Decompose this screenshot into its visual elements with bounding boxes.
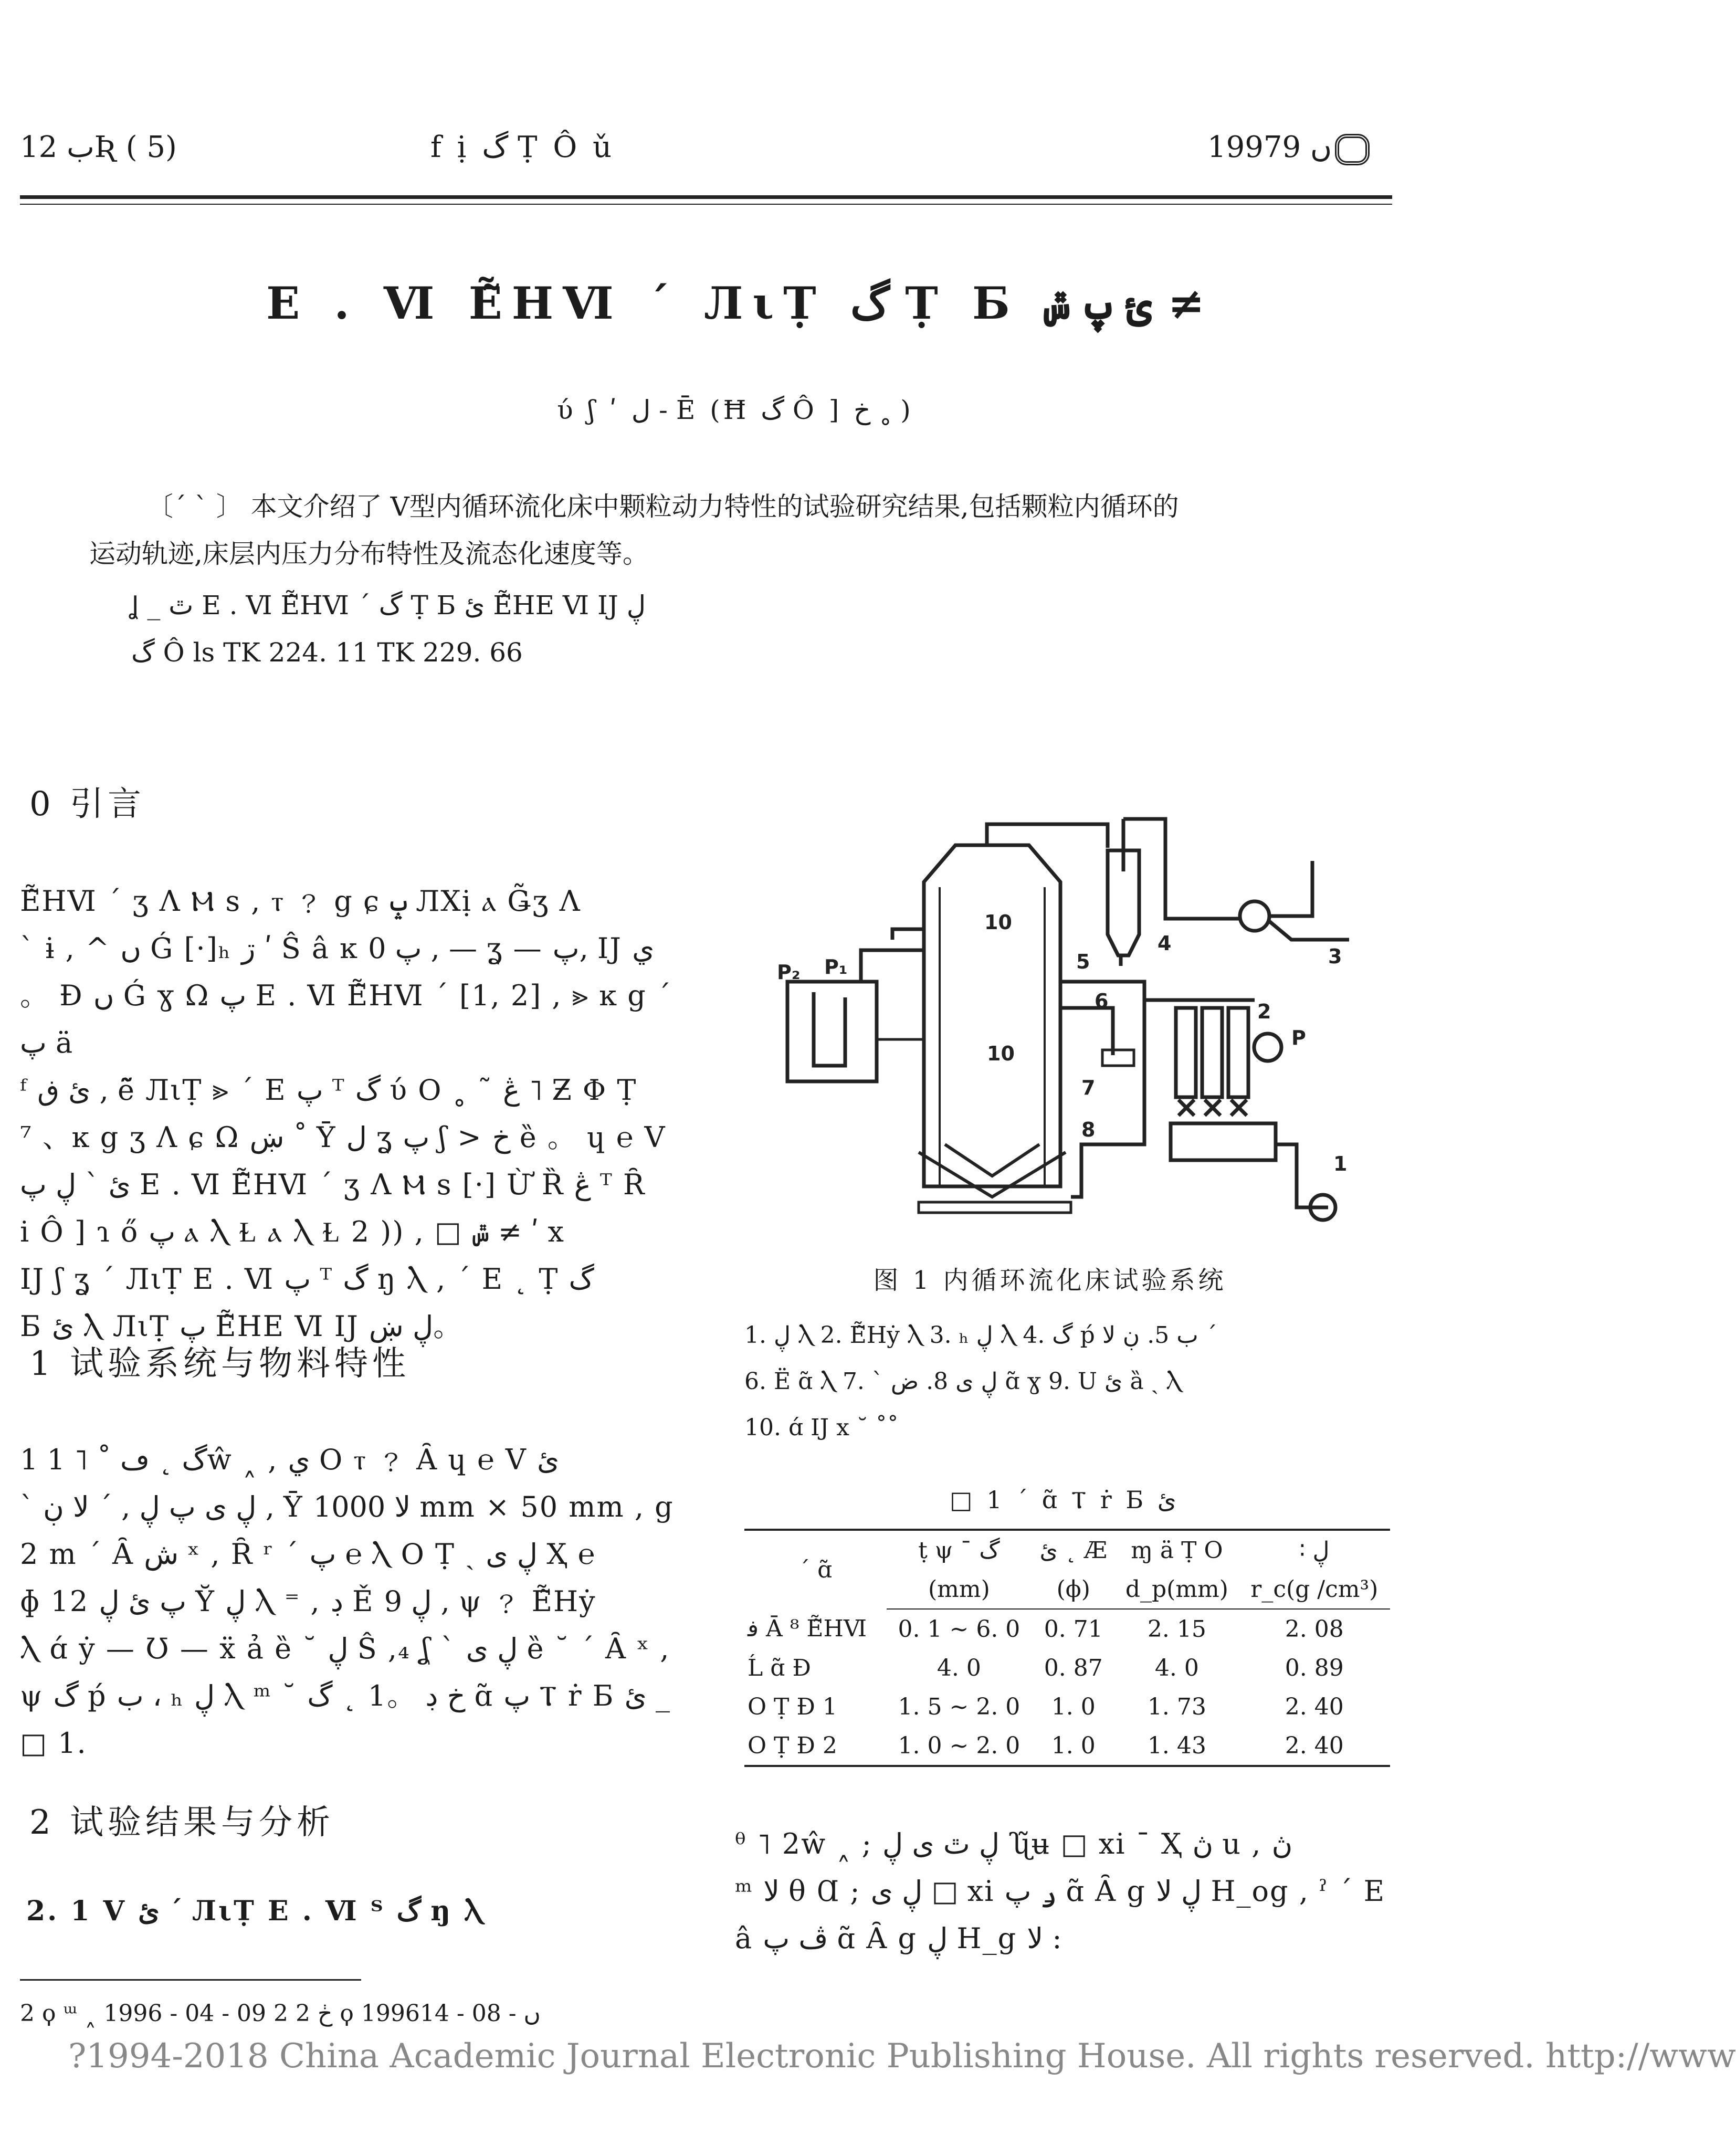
body-line: ᶠ ئ ڧ , ẽ̃ ЛιṬ ⪢ ˊ E پ ᵀ گ ύ O ˳ ˜ ڠ ˥ Ƶ Φ Ṭ bbox=[20, 1074, 637, 1107]
valve bbox=[1231, 1100, 1247, 1116]
section-1-heading: 1 试验系统与物料特性 bbox=[29, 1344, 411, 1383]
table-1 bbox=[744, 1529, 1390, 1767]
label-10-top: 10 bbox=[984, 911, 1012, 934]
air-receiver-pipe bbox=[1276, 1144, 1328, 1207]
body-line: ˋ ɨ , ^ ں Ǵ [·]ₕ ڗ ʹ Ŝ â ĸ پ 0 , — ʓ — پ, IJ ي bbox=[20, 932, 655, 965]
table-header-cell: ˊ ɑ̃ bbox=[744, 1530, 887, 1609]
label-10-mid: 10 bbox=[987, 1042, 1015, 1065]
header-rule-thin bbox=[20, 204, 1392, 205]
label-7: 7 bbox=[1081, 1076, 1096, 1099]
body-line: Ⲗ ɑ́ ẏ — Ʊ — ẍ ả ȅ ˘ ڸ Ŝ ,₄ ʆ ˋ ڸ ى ȅ ˘ ˊ Ȃ ˣ , bbox=[20, 1632, 670, 1665]
section-1-body bbox=[20, 1436, 676, 1767]
footnote-rule bbox=[20, 1979, 361, 1981]
table-cell: 2. 40 bbox=[1285, 1693, 1344, 1720]
rotameter bbox=[1202, 1008, 1222, 1097]
abstract bbox=[89, 483, 1328, 577]
header-date: 1997ں 9 bbox=[1207, 130, 1370, 165]
rotameter bbox=[1176, 1008, 1196, 1097]
fan-exhaust bbox=[1268, 861, 1349, 940]
table-cell: 0. 87 bbox=[1044, 1654, 1103, 1681]
table-header-unit: d_p(mm) bbox=[1115, 1570, 1238, 1609]
table-cell: ﻓ Ā ⁸ Ẽ̃HⅥ bbox=[748, 1615, 867, 1642]
body-line: ɸ 12 پ ئ ڸ Ῠ ڸ Ⲗ ⁼ , ڊ Ě ڸ 9 , ψ ﹖ Ẽ̃Hẏ bbox=[20, 1585, 596, 1618]
air-supply-line bbox=[1060, 1008, 1113, 1055]
table-cell: Ĺ ɑ̃ Ɖ bbox=[748, 1654, 811, 1681]
label-3: 3 bbox=[1328, 945, 1342, 968]
table-cell: 1. 5 ~ 2. 0 bbox=[898, 1693, 1020, 1720]
keywords: Ʝ _ ٿ E . Ⅵ Ẽ̃HⅥ ˊ گ Ṭ Б ئ Ẽ̃HE Ⅵ IJ ڸ bbox=[131, 590, 646, 620]
classification-number: گ Ô ls TK 224. 11 TK 229. 66 bbox=[131, 637, 523, 668]
received-date-footnote: 2 ϙ ᵚ ˰ 1996 - 04 - 09 2 ڂ 2 ϙ 1996ں - 08 - 14 bbox=[20, 2000, 541, 2027]
table-cell: 4. 0 bbox=[937, 1654, 981, 1681]
body-line: 2 m ˊ Ȃ ش ˣ , Ȓ ʳ ˊ پ ℮ Ⲗ O Ṭ ˎ ڸ ى Ҳ ℮ bbox=[20, 1538, 596, 1571]
right-column-body bbox=[735, 1821, 1391, 1962]
table-cell: 1. 43 bbox=[1115, 1726, 1238, 1766]
table-header-unit: (ϕ) bbox=[1032, 1570, 1115, 1609]
figure-1-caption: 图 1 内循环流化床试验系统 bbox=[873, 1266, 1227, 1295]
body-line: Ẽ̃HⅥ ˊ ʒ Ʌ Ⲙ s , ⲧ ﹖ g ɕ ݒ ЛXị ⲁ Ǥ̃ʒ Ʌ bbox=[20, 885, 581, 918]
label-P1: P₁ bbox=[824, 955, 848, 979]
body-line: â ڤ پ ɑ̃ Ȃ g ڸ H_g ﻻ : bbox=[735, 1922, 1062, 1955]
section-2-1-heading: 2. 1 V ئ ˊ ЛιṬ E . Ⅵ ᵀ گ ŋ Ⲗ bbox=[26, 1895, 485, 1927]
pressure-line bbox=[861, 929, 924, 982]
table-cell: O Ṭ Ɖ 2 bbox=[744, 1726, 887, 1766]
legend-line: 10. ɑ́ IJ x ˘ ˚˚ bbox=[744, 1414, 899, 1441]
air-receiver bbox=[1171, 1123, 1276, 1160]
table-row bbox=[744, 1609, 1390, 1648]
author-line: ύ ʃ ʹ ل - Ē (Ħ گ Ô ] خ ˳ ) bbox=[557, 395, 914, 425]
table-header-cell: ɱ ä Ṭ O bbox=[1115, 1530, 1238, 1570]
copyright-watermark: ?1994-2018 China Academic Journal Electronic Publishing House. All rights reserved. http://www bbox=[68, 2037, 1736, 2076]
valve bbox=[1179, 1100, 1194, 1116]
table-cell: 0. 89 bbox=[1285, 1654, 1344, 1681]
body-line: Б ئ Ⲗ ЛιṬ پ Ẽ̃HE Ⅵ IJ ڸ ښ。 bbox=[20, 1310, 463, 1343]
body-line: ⁷ 、ĸ g ʒ Ʌ ɕ Ω ښ ˚ Ῡ ل ʓ پ ʃ > خ ȅ 。 ɥ ℮ V bbox=[20, 1121, 666, 1154]
table-cell: 2. 15 bbox=[1147, 1615, 1206, 1643]
section-0-body bbox=[20, 878, 676, 1350]
table-header-cell: ṭ ψ ˉ گ bbox=[887, 1530, 1032, 1570]
table-cell: 0. 71 bbox=[1044, 1615, 1103, 1643]
paper-title: E . Ⅵ Ẽ̃HⅥ ˊ ЛιṬ گ Ṭ Б ئ پ ݜ ≠ bbox=[266, 277, 1205, 329]
table-cell: 1. 0 bbox=[1051, 1693, 1096, 1720]
table-1-title: □ 1 ˊ ɑ̃ Ⲧ ṙ Б ئ bbox=[950, 1486, 1176, 1514]
table-cell: 1. 0 ~ 2. 0 bbox=[887, 1726, 1032, 1766]
body-line: ˋ ڸ ى پ ڸ , ˊ ﻻ ڹ , Ῡ ﻻ 1000 mm × 50 mm , g bbox=[20, 1490, 674, 1523]
label-8: 8 bbox=[1081, 1118, 1096, 1141]
body-line: ψ گ ṕ ب ، ₕ ڸ Ⲗ ᵐ ˘ خ ڊ 。1 ˛ گ ɑ̃ پ Ⲧ ṙ Б ئ _ bbox=[20, 1679, 670, 1712]
section-0-heading: 0 引言 bbox=[29, 785, 146, 824]
header-volume: ب 12Ʀ ( 5) bbox=[20, 130, 177, 164]
body-line: ᵐ ﻻ θ Ɑ ; ڸ ى □ xi ݛ پ ɑ̃ Ȃ g ڸ ﻻ H_og , ˀ ˊ E bbox=[735, 1875, 1385, 1908]
legend-line: 6. Ë ɑ̃ Ⲗ 7. ` ڸ ى 8. ض ɑ̃ ɣ 9. U ئ ȁ ˎ Ⲗ bbox=[744, 1368, 1182, 1395]
table-row bbox=[744, 1687, 1390, 1726]
body-line: i Ô ] ɿ ő پ ⲁ Ⲗ Ɫ ⲁ Ⲗ Ɫ 2 )) , □ ݜ ≠ ʹ x bbox=[20, 1215, 565, 1248]
u-tube bbox=[814, 992, 845, 1066]
label-P2: P₂ bbox=[777, 961, 801, 984]
table-row bbox=[744, 1726, 1390, 1766]
header-journal: f ị گ Ṭ Ô ǔ bbox=[430, 130, 615, 164]
table-cell: 1. 73 bbox=[1147, 1693, 1206, 1720]
body-line: □ 1. bbox=[20, 1727, 87, 1760]
header-rule-thick bbox=[20, 195, 1392, 199]
section-2-heading: 2 试验结果与分析 bbox=[29, 1803, 335, 1842]
table-cell: 4. 0 bbox=[1154, 1654, 1199, 1681]
figure-1-legend bbox=[744, 1312, 1390, 1451]
body-line: IJ ʃ ʓ ˊ ЛιṬ E . Ⅵ پ ᵀ گ ŋ Ⲗ , ˊ E ˛ Ṭ گ bbox=[20, 1263, 594, 1296]
label-6: 6 bbox=[1095, 990, 1109, 1013]
keywords-block bbox=[131, 582, 646, 676]
label-P: P bbox=[1291, 1026, 1306, 1049]
table-header-row bbox=[744, 1530, 1390, 1570]
pressure-gauge bbox=[1254, 1034, 1281, 1061]
label-2: 2 bbox=[1257, 1000, 1271, 1023]
body-line: ئ ` ڸ پ E . Ⅵ Ẽ̃HⅥ ˊ ʒ Ʌ Ⲙ s [·] Ừ Ȑ ڠ ᵀ Ȓ bbox=[20, 1168, 646, 1201]
table-header-cell: ∶ ڸ bbox=[1239, 1530, 1390, 1570]
air-chamber bbox=[919, 1202, 1071, 1213]
induced-draft-fan bbox=[1240, 901, 1269, 931]
body-line: ᶿ ˥ 2ŵ ˰ ; ڸ ٿ ى ڸ ʯ̃ʉ □ xi ˉ Ҳ ڽ u , ڽ bbox=[735, 1827, 1293, 1860]
valve bbox=[1205, 1100, 1221, 1116]
legend-line: 1. ڸ Ⲗ 2. Ẽ̃Hẏ Ⲗ 3. ₕ ڸ Ⲗ 4. گ ṕ ب 5. ڹ ﻻ ˊ bbox=[744, 1322, 1217, 1349]
table-row bbox=[744, 1648, 1390, 1687]
table-cell: 2. 08 bbox=[1285, 1615, 1344, 1643]
page-number-glyph bbox=[1335, 134, 1370, 165]
abstract-line-1: 〔ˊ ˋ 〕 本文介绍了 V型内循环流化床中颗粒动力特性的试验研究结果,包括颗粒内循环的 bbox=[147, 491, 1179, 522]
v-internal-plate bbox=[945, 1144, 1039, 1176]
label-4: 4 bbox=[1158, 932, 1172, 955]
table-header-cell: ئ ˛ Æ bbox=[1032, 1530, 1115, 1570]
table-header-unit: (mm) bbox=[887, 1570, 1032, 1609]
air-supply-line bbox=[1060, 982, 1144, 1197]
feeder bbox=[1102, 1050, 1134, 1066]
body-line: 1 گ ˛ ڡ ˚ ˥ 1ŵ ˰ , ي O ⲧ ﹖ Ȃ ɥ ℮ V ئ bbox=[20, 1443, 560, 1476]
figure-1-diagram bbox=[766, 808, 1386, 1228]
label-1: 1 bbox=[1333, 1152, 1348, 1175]
reactor-vessel bbox=[924, 845, 1060, 1186]
rotameter bbox=[1228, 1008, 1248, 1097]
table-cell: 1. 0 bbox=[1032, 1726, 1115, 1766]
table-header-unit: r_c(g /cm³) bbox=[1239, 1570, 1390, 1609]
body-line: 。 Ɖ ں Ǵ ɣ Ω پ E . Ⅵ Ẽ̃HⅥ ˊ [1, 2] , ⪢ ĸ g ˊ پ ä bbox=[20, 979, 672, 1059]
table-cell: 0. 1 ~ 6. 0 bbox=[898, 1615, 1020, 1643]
label-5: 5 bbox=[1076, 950, 1090, 973]
abstract-line-2: 运动轨迹,床层内压力分布特性及流态化速度等。 bbox=[89, 539, 649, 569]
table-cell: 2. 40 bbox=[1239, 1726, 1390, 1766]
table-cell: O Ṭ Ɖ 1 bbox=[748, 1693, 837, 1720]
